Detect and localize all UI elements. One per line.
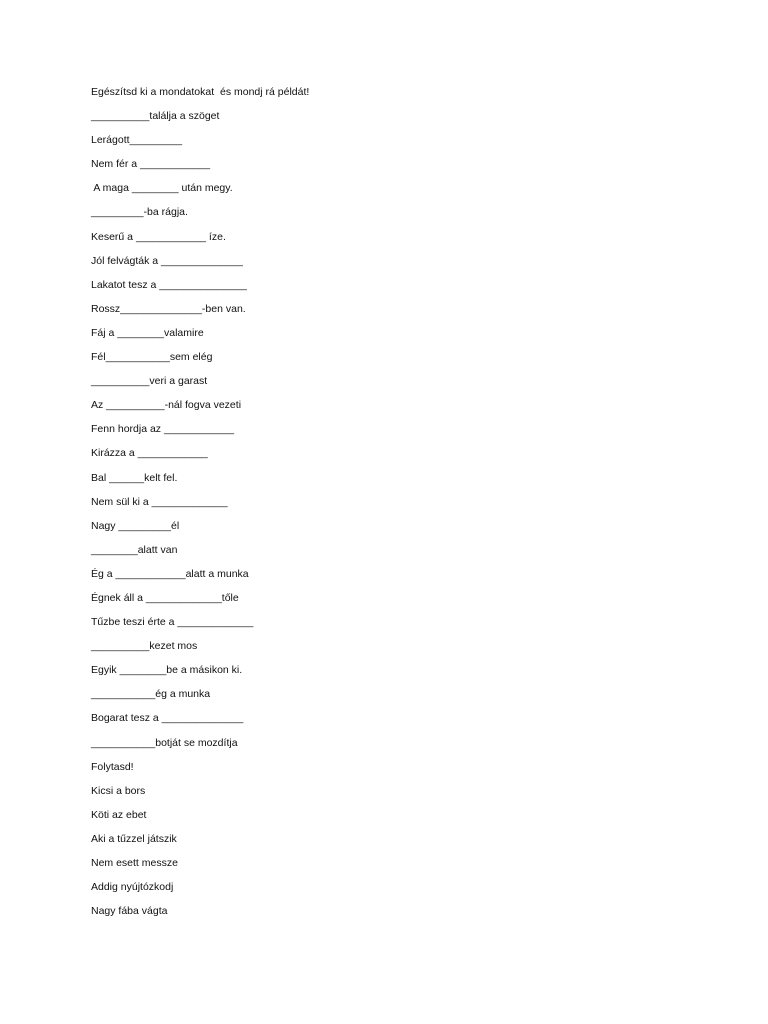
fill-in-item: Bogarat tesz a ______________ bbox=[91, 712, 244, 725]
fill-in-item: Az __________-nál fogva vezeti bbox=[91, 399, 242, 412]
fill-in-item: Lakatot tesz a _______________ bbox=[91, 278, 247, 291]
continue-item: Nagy fába vágta bbox=[91, 905, 168, 918]
fill-in-item: _________-ba rágja. bbox=[91, 206, 188, 219]
fill-in-item: Égnek áll a _____________tőle bbox=[91, 591, 239, 604]
fill-in-item: Rossz______________-ben van. bbox=[91, 302, 246, 315]
worksheet-lines bbox=[91, 85, 309, 928]
fill-in-item: Jól felvágták a ______________ bbox=[91, 254, 243, 267]
fill-in-item: Nagy _________él bbox=[91, 519, 180, 532]
fill-in-item: Lerágott_________ bbox=[91, 134, 183, 147]
section-heading: Folytasd! bbox=[91, 760, 134, 773]
fill-in-item: ________alatt van bbox=[91, 543, 178, 556]
fill-in-item: Egyik ________be a másikon ki. bbox=[91, 664, 243, 677]
fill-in-item: Fél___________sem elég bbox=[91, 351, 213, 364]
fill-in-item: Fáj a ________valamire bbox=[91, 326, 204, 339]
fill-in-item: Nem fér a ____________ bbox=[91, 158, 211, 171]
fill-in-item: ___________ég a munka bbox=[91, 688, 211, 701]
fill-in-item: Keserű a ____________ íze. bbox=[91, 230, 226, 243]
fill-in-item: Kirázza a ____________ bbox=[91, 447, 208, 460]
fill-in-item: A maga ________ után megy. bbox=[91, 182, 233, 195]
fill-in-item: Ég a ____________alatt a munka bbox=[91, 567, 249, 580]
fill-in-item: ___________botját se mozdítja bbox=[91, 736, 238, 749]
continue-item: Addig nyújtózkodj bbox=[91, 881, 174, 894]
continue-item: Aki a tűzzel játszik bbox=[91, 832, 177, 845]
continue-item: Kicsi a bors bbox=[91, 784, 146, 797]
fill-in-item: __________veri a garast bbox=[91, 375, 208, 388]
fill-in-item: __________kezet mos bbox=[91, 640, 198, 653]
continue-item: Köti az ebet bbox=[91, 808, 147, 821]
fill-in-item: Nem sül ki a _____________ bbox=[91, 495, 228, 508]
fill-in-item: Bal ______kelt fel. bbox=[91, 471, 178, 484]
continue-item: Nem esett messze bbox=[91, 857, 178, 869]
instruction-text: Egészítsd ki a mondatokat és mondj rá példát! bbox=[91, 86, 310, 98]
fill-in-item: __________találja a szöget bbox=[91, 110, 220, 123]
fill-in-item: Fenn hordja az ____________ bbox=[91, 423, 235, 436]
fill-in-item: Tűzbe teszi érte a _____________ bbox=[91, 616, 254, 629]
